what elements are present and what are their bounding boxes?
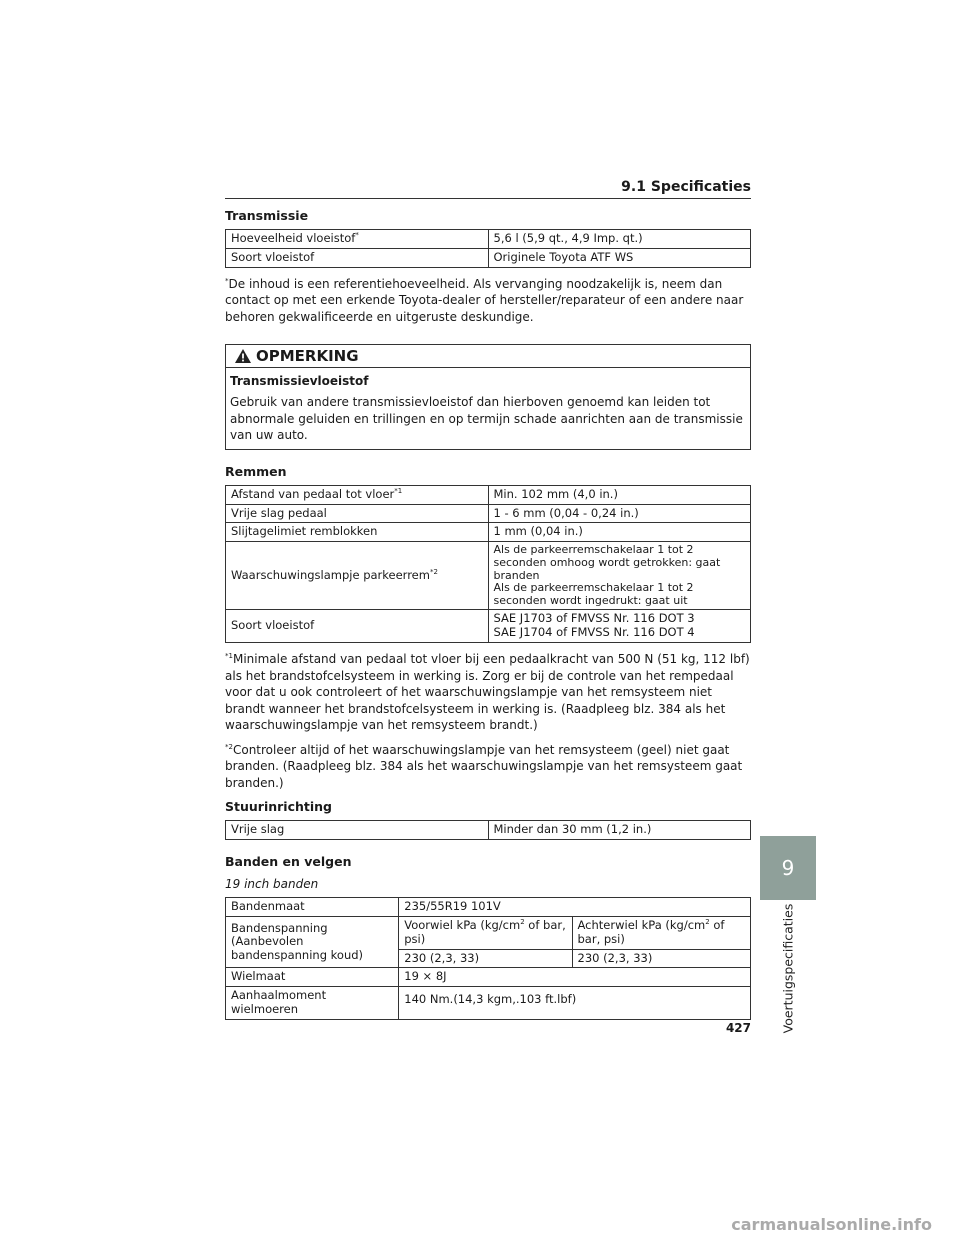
table-cell: Voorwiel kPa ($kg/cm^2$ of bar, psi)	[399, 917, 572, 950]
transmissie-heading: Transmissie	[225, 208, 309, 223]
table-row	[226, 821, 751, 840]
table-cell: Vrije slag	[226, 821, 489, 840]
banden-heading: Banden en velgen	[225, 854, 352, 870]
chapter-sidebar-label: Voertuigspecificaties	[780, 903, 796, 1033]
banden-table	[225, 897, 751, 1020]
table-cell: Soort vloeistof	[226, 248, 489, 267]
table-cell: 1 mm (0,04 in.)	[488, 523, 751, 542]
table-row	[226, 968, 751, 987]
remmen-heading: Remmen	[225, 463, 287, 479]
notice-title: Transmissievloeistof	[230, 374, 369, 389]
transmissie-footnote: *De inhoud is een referentiehoeveelheid. Als vervanging noodzakelijk is, neem dan contact op met een erkende Toyota-dealer of hersteller/reparateur of een andere naar behoren gekwalificeerde en uitgeruste deskundige.	[225, 276, 744, 324]
notice-heading: OPMERKING	[256, 347, 359, 366]
table-row	[226, 987, 751, 1020]
table-cell: Minder dan 30 mm (1,2 in.)	[488, 821, 751, 840]
section-header: 9.1 Specificaties	[225, 179, 751, 199]
table-cell: Afstand van pedaal tot vloer$^{*1}$	[226, 485, 489, 504]
footnote-mark: *2	[429, 568, 438, 577]
table-row	[226, 504, 751, 523]
notice-box	[225, 344, 751, 450]
transmissie-table	[225, 229, 751, 268]
table-cell: 1 - 6 mm (0,04 - 0,24 in.)	[488, 504, 751, 523]
table-cell: 19 × 8J	[399, 968, 751, 987]
stuur-table	[225, 820, 751, 840]
table-cell: Waarschuwingslampje parkeerrem$^{*2}$	[226, 542, 489, 610]
footer-watermark: carmanualsonline.info	[731, 1215, 932, 1234]
notice-header	[226, 345, 750, 368]
table-cell: Vrije slag pedaal	[226, 504, 489, 523]
table-cell: Wielmaat	[226, 968, 399, 987]
table-row	[226, 523, 751, 542]
table-cell: Achterwiel kPa ($kg/cm^2$ of bar, psi)	[572, 917, 751, 950]
footnote-mark: *	[355, 231, 359, 240]
table-cell: Originele Toyota ATF WS	[488, 248, 751, 267]
table-row	[226, 917, 751, 950]
table-cell: Bandenmaat	[226, 898, 399, 917]
table-cell: Min. 102 mm (4,0 in.)	[488, 485, 751, 504]
table-row	[226, 610, 751, 643]
table-row	[226, 485, 751, 504]
table-cell: Hoeveelheid vloeistof*	[226, 230, 489, 249]
table-row	[226, 248, 751, 267]
table-cell: 5,6 l (5,9 qt., 4,9 Imp. qt.)	[488, 230, 751, 249]
table-cell: Als de parkeerremschakelaar 1 tot 2 seconden omhoog wordt getrokken: gaat branden Als de parkeerremschakelaar 1 tot 2 seconden wordt ingedrukt: gaat uit	[488, 542, 751, 610]
warning-icon	[234, 348, 252, 364]
table-cell: 140 Nm.(14,3 kgm,.103 ft.lbf)	[399, 987, 751, 1020]
footnote-mark: *1	[394, 487, 403, 496]
stuur-heading: Stuurinrichting	[225, 799, 332, 815]
table-cell: Soort vloeistof	[226, 610, 489, 643]
table-cell: Aanhaalmoment wielmoeren	[226, 987, 399, 1020]
remmen-footnote-2: $^{*2}$Controleer altijd of het waarschuwingslampje van het remsysteem (geel) niet gaat branden. (Raadpleeg blz. 384 als het waarschuwingslampje van het remsysteem gaat branden.)	[225, 742, 743, 790]
table-row	[226, 230, 751, 249]
table-cell: 230 (2,3, 33)	[399, 949, 572, 968]
table-cell: Slijtagelimiet remblokken	[226, 523, 489, 542]
table-cell: SAE J1703 of FMVSS Nr. 116 DOT 3 SAE J1704 of FMVSS Nr. 116 DOT 4	[488, 610, 751, 643]
table-cell: Bandenspanning (Aanbevolen bandenspanning koud)	[226, 917, 399, 968]
table-cell: 235/55R19 101V	[399, 898, 751, 917]
notice-text: Gebruik van andere transmissievloeistof dan hierboven genoemd kan leiden tot abnormale geluiden en trillingen en op termijn schade aanrichten aan de transmissie van uw auto.	[230, 395, 743, 443]
chapter-tab: 9	[760, 836, 816, 900]
banden-subheading: 19 inch banden	[225, 877, 319, 892]
page-number: 427	[725, 1021, 751, 1035]
remmen-table	[225, 485, 751, 643]
table-row	[226, 542, 751, 610]
remmen-footnote-1: $^{*1}$Minimale afstand van pedaal tot vloer bij een pedaalkracht van 500 N (51 kg, 112 lbf) als het brandstofcelsysteem in werking is. Zorg er bij de controle van het rempedaal voor dat u ook controleert of het waarschuwingslampje van het remsysteem niet brandt wanneer het brandstofcelsysteem in werking is. (Raadpleeg blz. 384 als het waarschuwingslampje van het remsysteem brandt.)	[225, 652, 750, 733]
table-cell: 230 (2,3, 33)	[572, 949, 751, 968]
table-row	[226, 898, 751, 917]
page-content	[225, 206, 751, 1020]
